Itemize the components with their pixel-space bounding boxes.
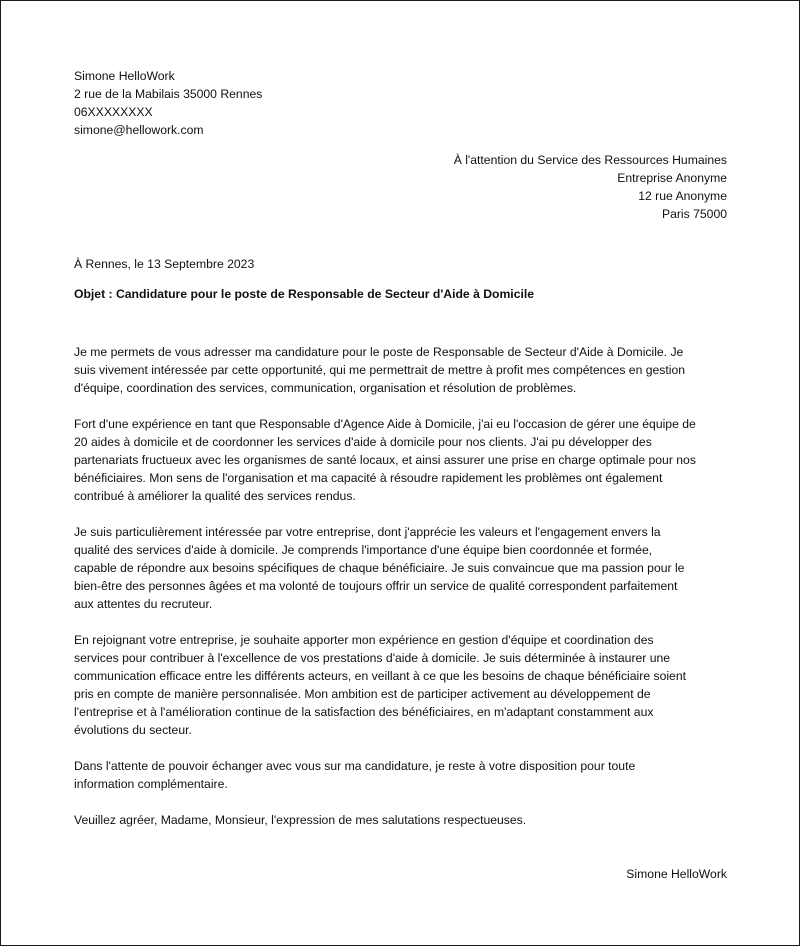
recipient-company: Entreprise Anonyme <box>617 171 727 185</box>
paragraph-contribution <box>74 631 734 739</box>
paragraph-line: bien-être des personnes âgées et ma volonté de toujours offrir un service de qualité correspondent parfaitement <box>74 579 678 593</box>
paragraph-line: suis vivement intéressée par cette opportunité, qui me permettrait de mettre à profit mes compétences en gestion <box>74 363 686 377</box>
paragraph-line: Dans l'attente de pouvoir échanger avec vous sur ma candidature, je reste à votre disposition pour toute <box>74 759 636 773</box>
sender-name: Simone HelloWork <box>74 69 175 83</box>
sender-phone: 06XXXXXXXX <box>74 105 153 119</box>
paragraph-line: Veuillez agréer, Madame, Monsieur, l'expression de mes salutations respectueuses. <box>74 813 527 827</box>
paragraph-closing <box>74 811 734 829</box>
paragraph-line: 20 aides à domicile et de coordonner les services d'aide à domicile pour nos clients. J'ai pu développer des <box>74 435 652 449</box>
paragraph-line: qualité des services d'aide à domicile. Je comprends l'importance d'une équipe bien coordonnée et formée, <box>74 543 653 557</box>
letter-body <box>74 343 734 847</box>
subject-line: Objet : Candidature pour le poste de Responsable de Secteur d'Aide à Domicile <box>74 287 535 301</box>
paragraph-availability <box>74 757 734 793</box>
paragraph-line: services pour contribuer à l'excellence de vos prestations d'aide à domicile. Je suis déterminée à instaurer une <box>74 651 671 665</box>
paragraph-line: évolutions du secteur. <box>74 723 192 737</box>
paragraph-line: communication efficace entre les différents acteurs, en veillant à ce que les besoins de chaque bénéficiaire soient <box>74 669 686 683</box>
paragraph-line: information complémentaire. <box>74 777 228 791</box>
paragraph-line: partenariats fructueux avec les organismes de santé locaux, et ainsi assurer une prise en charge optimale pour nos <box>74 453 696 467</box>
paragraph-line: En rejoignant votre entreprise, je souhaite apporter mon expérience en gestion d'équipe et coordination des <box>74 633 654 647</box>
recipient-city: Paris 75000 <box>661 207 727 221</box>
paragraph-experience <box>74 415 734 505</box>
sender-address: 2 rue de la Mabilais 35000 Rennes <box>74 87 263 101</box>
paragraph-motivation <box>74 523 734 613</box>
paragraph-line: Fort d'une expérience en tant que Responsable d'Agence Aide à Domicile, j'ai eu l'occasion de gérer une équipe de <box>74 417 696 431</box>
paragraph-line: Je suis particulièrement intéressée par votre entreprise, dont j'apprécie les valeurs et l'engagement envers la <box>74 525 661 539</box>
paragraph-line: d'équipe, coordination des services, communication, organisation et résolution de problèmes. <box>74 381 577 395</box>
sender-email: simone@hellowork.com <box>74 123 204 137</box>
paragraph-line: l'entreprise et à l'amélioration continue de la satisfaction des bénéficiaires, en m'adaptant constamment aux <box>74 705 654 719</box>
paragraph-line: capable de répondre aux besoins spécifiques de chaque bénéficiaire. Je suis convaincue que ma passion pour le <box>74 561 685 575</box>
signature: Simone HelloWork <box>626 867 727 881</box>
paragraph-line: contribué à améliorer la qualité des services rendus. <box>74 489 356 503</box>
paragraph-line: aux attentes du recruteur. <box>74 597 213 611</box>
paragraph-line: bénéficiaires. Mon sens de l'organisation et ma capacité à résoudre rapidement les problèmes ont également <box>74 471 663 485</box>
recipient-street: 12 rue Anonyme <box>638 189 727 203</box>
recipient-attention: À l'attention du Service des Ressources Humaines <box>453 153 727 167</box>
sender-block <box>74 67 262 139</box>
paragraph-line: Je me permets de vous adresser ma candidature pour le poste de Responsable de Secteur d'Aide à Domicile. Je <box>74 345 684 359</box>
paragraph-intro <box>74 343 734 397</box>
paragraph-line: pris en compte de manière personnalisée. Mon ambition est de participer activement au développement de <box>74 687 651 701</box>
recipient-block <box>454 151 727 223</box>
date-line: À Rennes, le 13 Septembre 2023 <box>74 257 255 271</box>
